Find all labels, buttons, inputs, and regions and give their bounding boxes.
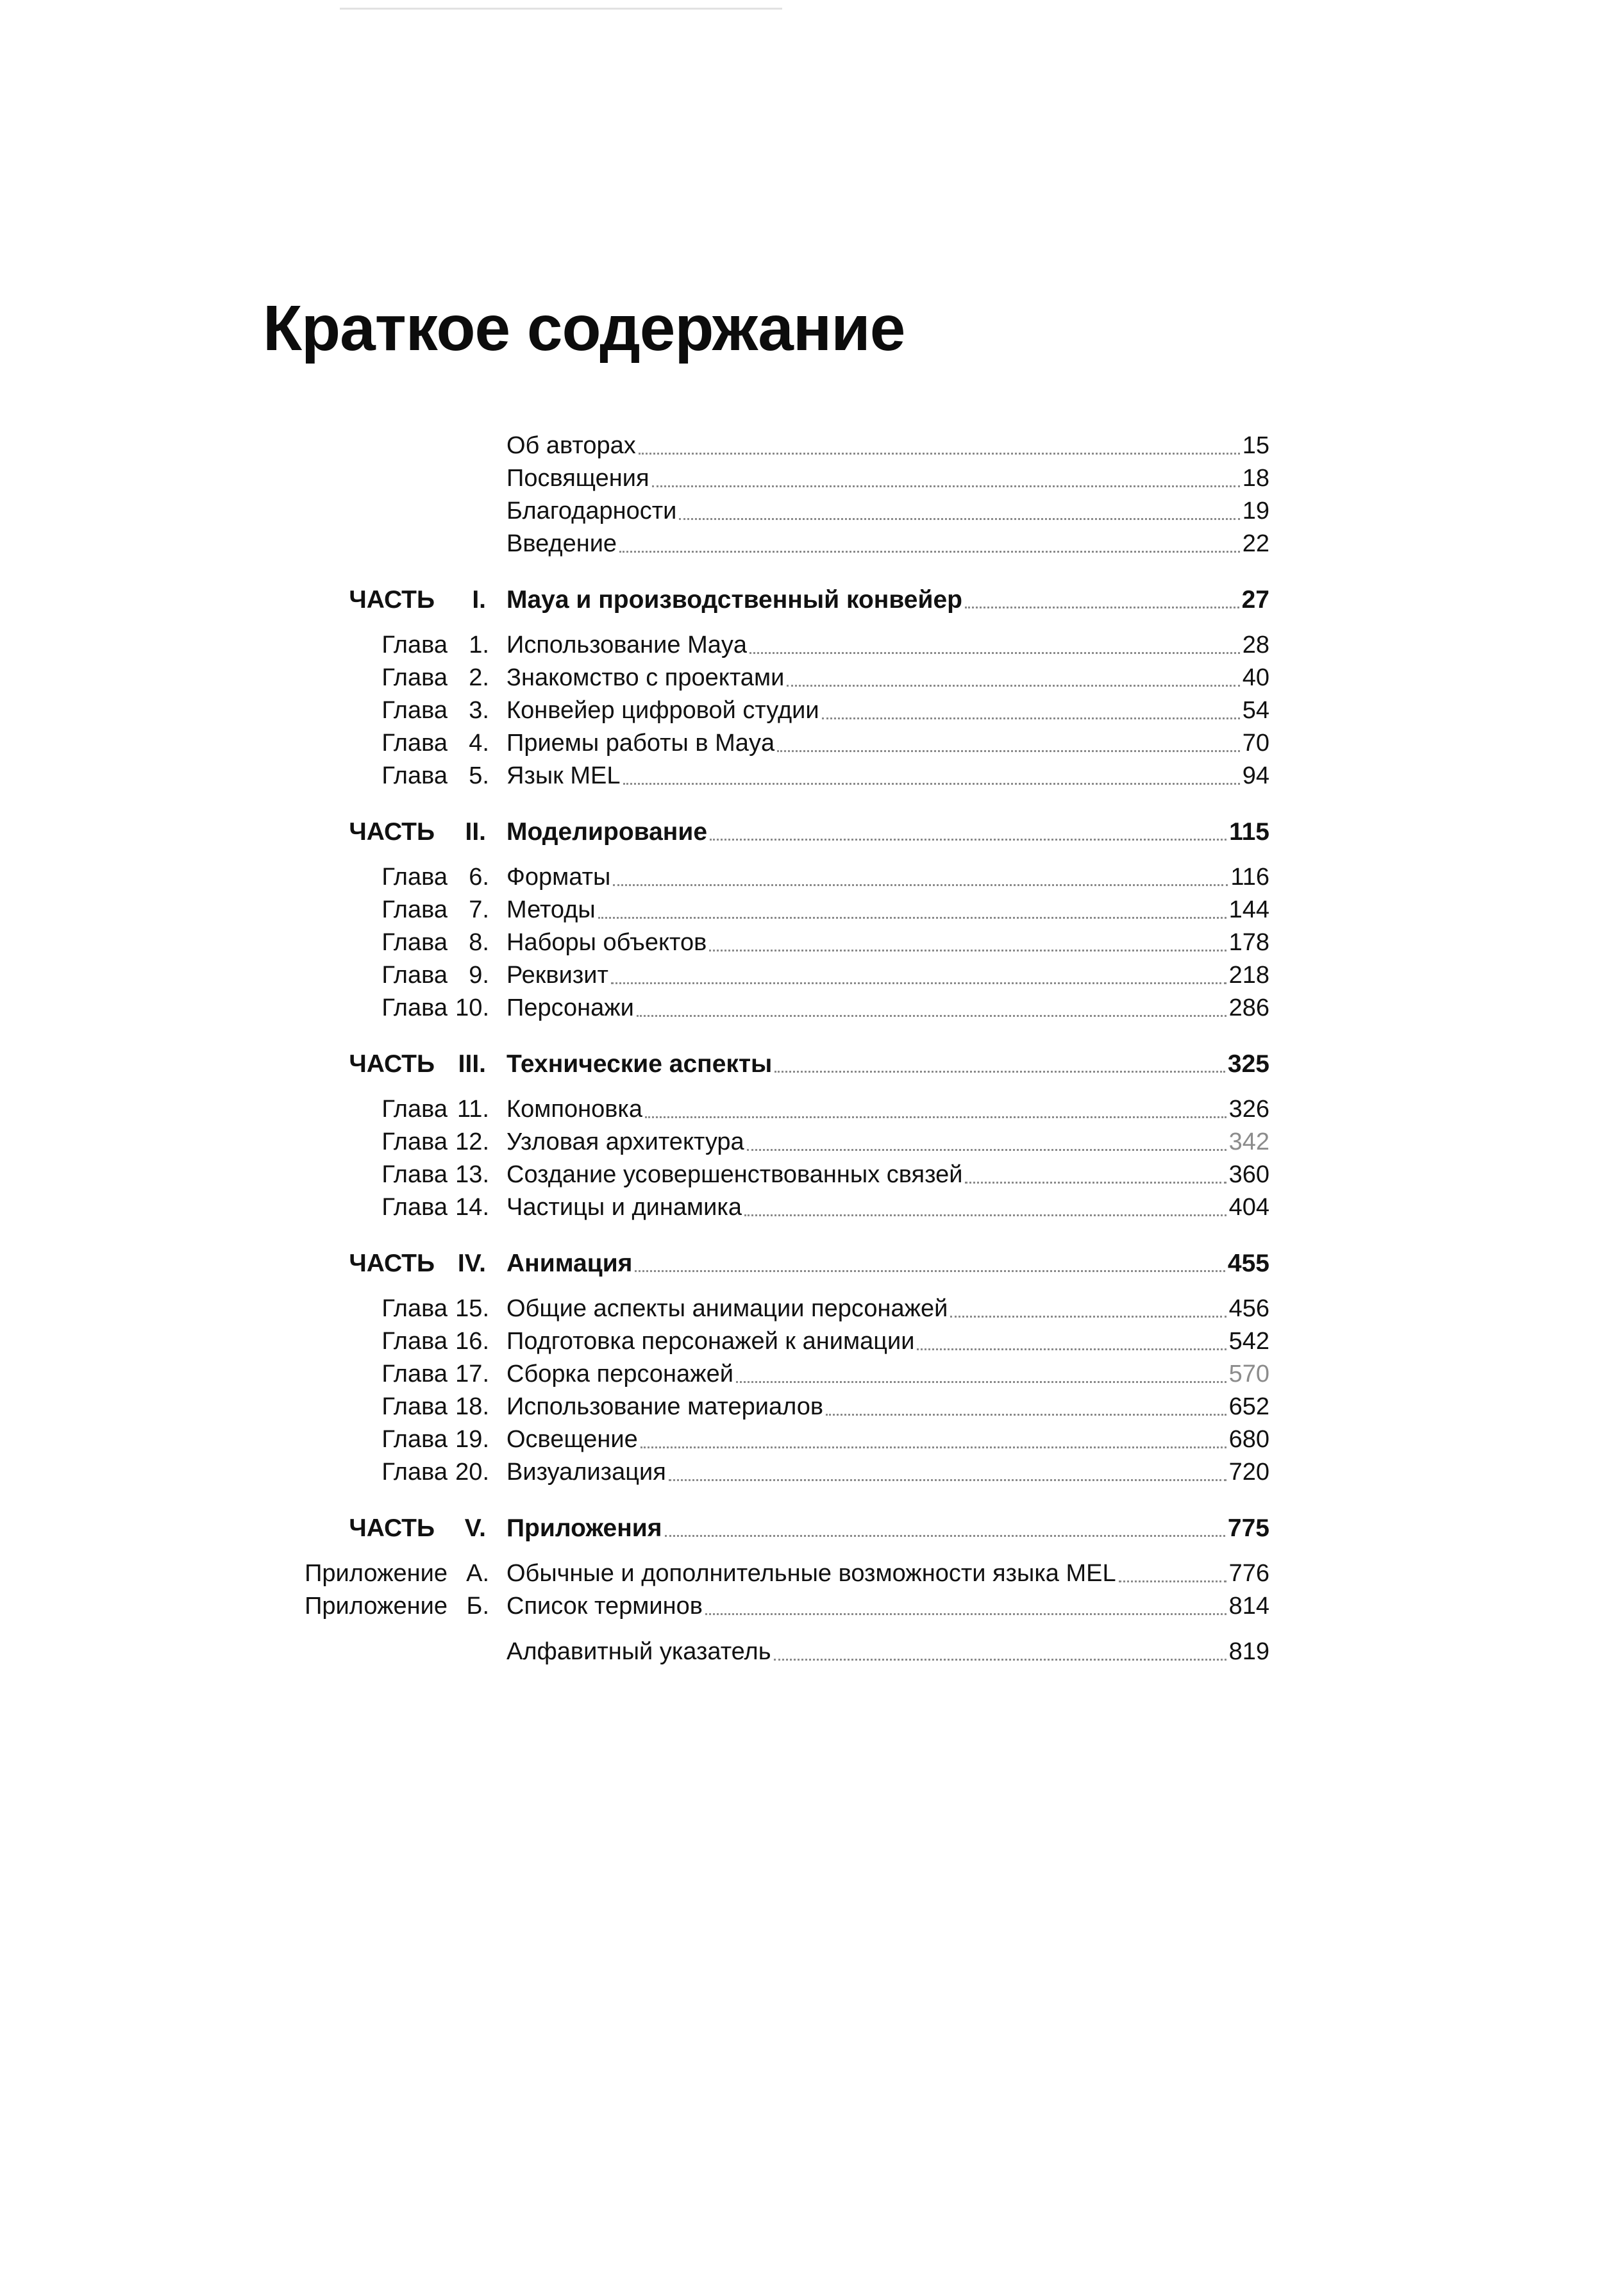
chapter-number: 1. — [469, 632, 489, 658]
dot-leader — [1119, 1580, 1226, 1582]
part-title: Maya и производственный конвейер — [506, 586, 962, 614]
toc-chapter-15[interactable] — [0, 1293, 1624, 1325]
chapter-page: 218 — [1228, 962, 1269, 989]
dot-leader — [950, 1315, 1226, 1318]
chapter-title: Знакомство с проектами — [506, 664, 785, 691]
chapter-page: 286 — [1228, 994, 1269, 1021]
chapter-title: Приемы работы в Maya — [506, 730, 775, 757]
part-label: ЧАСТЬ — [349, 586, 435, 614]
chapter-number: 9. — [469, 962, 489, 989]
chapter-number: 6. — [469, 864, 489, 891]
dot-leader — [774, 1070, 1225, 1073]
chapter-page: 720 — [1228, 1459, 1269, 1486]
toc-chapter-20[interactable] — [0, 1456, 1624, 1489]
toc-chapter-14[interactable] — [0, 1191, 1624, 1224]
chapter-page: 178 — [1228, 929, 1269, 956]
entry-title: Благодарности — [506, 498, 677, 524]
part-label: ЧАСТЬ — [349, 1050, 435, 1078]
entry-page: 18 — [1242, 465, 1269, 492]
dot-leader — [710, 838, 1226, 841]
toc-part-2[interactable] — [0, 816, 1624, 848]
chapter-number: 4. — [469, 730, 489, 757]
toc-chapter-10[interactable] — [0, 992, 1624, 1025]
chapter-page: 570 — [1228, 1361, 1269, 1387]
chapter-title: Использование Maya — [506, 632, 748, 658]
chapter-label: Глава — [381, 1393, 448, 1420]
toc-chapter-16[interactable] — [0, 1325, 1624, 1358]
chapter-label: Глава — [381, 896, 448, 923]
chapter-title: Частицы и динамика — [506, 1194, 742, 1221]
toc-chapter-2[interactable] — [0, 662, 1624, 694]
chapter-number: 10. — [455, 994, 489, 1021]
dot-leader — [665, 1534, 1225, 1537]
chapter-page: 542 — [1228, 1328, 1269, 1355]
toc-chapter-9[interactable] — [0, 959, 1624, 992]
toc-entry-index[interactable] — [0, 1636, 1624, 1668]
part-number: IV. — [457, 1250, 486, 1277]
entry-page: 15 — [1242, 432, 1269, 459]
part-page: 455 — [1227, 1250, 1269, 1277]
appendix-letter: Б. — [466, 1593, 489, 1620]
part-number: II. — [465, 818, 486, 846]
chapter-title: Реквизит — [506, 962, 608, 989]
appendix-title: Список терминов — [506, 1593, 703, 1620]
part-title: Анимация — [506, 1250, 633, 1277]
chapter-label: Глава — [381, 664, 448, 691]
toc-chapter-12[interactable] — [0, 1126, 1624, 1159]
chapter-number: 19. — [455, 1426, 489, 1453]
chapter-number: 17. — [455, 1361, 489, 1387]
toc-chapter-18[interactable] — [0, 1391, 1624, 1423]
dot-leader — [709, 949, 1226, 951]
chapter-label: Глава — [381, 697, 448, 724]
toc-entry-about-authors[interactable] — [0, 430, 1624, 462]
entry-title: Об авторах — [506, 432, 636, 459]
part-page: 775 — [1227, 1514, 1269, 1542]
dot-leader — [598, 916, 1226, 919]
dot-leader — [611, 982, 1226, 984]
chapter-label: Глава — [381, 1426, 448, 1453]
dot-leader — [635, 1270, 1225, 1272]
dot-leader — [822, 717, 1240, 719]
chapter-title: Использование материалов — [506, 1393, 824, 1420]
chapter-page: 70 — [1242, 730, 1269, 757]
toc-chapter-6[interactable] — [0, 861, 1624, 894]
dot-leader — [826, 1413, 1226, 1416]
toc-part-5[interactable] — [0, 1512, 1624, 1545]
index-title: Алфавитный указатель — [506, 1638, 771, 1665]
chapter-page: 652 — [1228, 1393, 1269, 1420]
chapter-page: 326 — [1228, 1096, 1269, 1123]
chapter-title: Узловая архитектура — [506, 1128, 744, 1155]
chapter-page: 116 — [1230, 864, 1269, 891]
toc-entry-introduction[interactable] — [0, 528, 1624, 560]
chapter-title: Конвейер цифровой студии — [506, 697, 819, 724]
part-number: V. — [464, 1514, 486, 1542]
chapter-label: Глава — [381, 632, 448, 658]
chapter-label: Глава — [381, 1328, 448, 1355]
chapter-page: 680 — [1228, 1426, 1269, 1453]
chapter-number: 3. — [469, 697, 489, 724]
chapter-number: 18. — [455, 1393, 489, 1420]
part-title: Технические аспекты — [506, 1050, 773, 1078]
chapter-title: Наборы объектов — [506, 929, 707, 956]
chapter-number: 11. — [456, 1096, 489, 1123]
chapter-title: Освещение — [506, 1426, 638, 1453]
chapter-label: Глава — [381, 864, 448, 891]
chapter-page: 54 — [1242, 697, 1269, 724]
chapter-title: Сборка персонажей — [506, 1361, 733, 1387]
dot-leader — [777, 750, 1240, 752]
dot-leader — [736, 1380, 1226, 1383]
scan-edge-line — [340, 8, 782, 10]
chapter-label: Глава — [381, 1459, 448, 1486]
chapter-label: Глава — [381, 1361, 448, 1387]
toc-chapter-4[interactable] — [0, 727, 1624, 760]
dot-leader — [965, 606, 1239, 608]
part-title: Приложения — [506, 1514, 662, 1542]
dot-leader — [640, 1446, 1226, 1448]
chapter-label: Глава — [381, 1128, 448, 1155]
chapter-label: Глава — [381, 1096, 448, 1123]
toc-chapter-13[interactable] — [0, 1159, 1624, 1191]
dot-leader — [774, 1658, 1226, 1661]
dot-leader — [744, 1214, 1226, 1216]
chapter-page: 144 — [1228, 896, 1269, 923]
appendix-page: 814 — [1228, 1593, 1269, 1620]
dot-leader — [749, 651, 1240, 654]
toc-appendix-b[interactable] — [0, 1590, 1624, 1623]
dot-leader — [623, 782, 1240, 785]
chapter-label: Глава — [381, 1194, 448, 1221]
chapter-page: 28 — [1242, 632, 1269, 658]
part-label: ЧАСТЬ — [349, 818, 435, 846]
toc-part-4[interactable] — [0, 1247, 1624, 1280]
table-of-contents — [0, 430, 1624, 1668]
chapter-number: 16. — [455, 1328, 489, 1355]
chapter-label: Глава — [381, 730, 448, 757]
dot-leader — [917, 1348, 1226, 1350]
chapter-number: 13. — [455, 1161, 489, 1188]
chapter-title: Язык MEL — [506, 762, 621, 789]
toc-part-1[interactable] — [0, 583, 1624, 616]
part-page: 27 — [1241, 586, 1269, 614]
dot-leader — [613, 884, 1228, 886]
chapter-title: Общие аспекты анимации персонажей — [506, 1295, 948, 1322]
part-title: Моделирование — [506, 818, 708, 846]
part-number: I. — [472, 586, 486, 614]
chapter-label: Глава — [381, 929, 448, 956]
part-page: 115 — [1229, 818, 1269, 846]
dot-leader — [965, 1181, 1226, 1184]
dot-leader — [645, 1116, 1226, 1118]
appendix-label: Приложение — [305, 1560, 448, 1587]
dot-leader — [787, 684, 1239, 687]
dot-leader — [619, 550, 1240, 553]
chapter-title: Подготовка персонажей к анимации — [506, 1328, 915, 1355]
toc-chapter-3[interactable] — [0, 694, 1624, 727]
chapter-label: Глава — [381, 762, 448, 789]
chapter-page: 404 — [1228, 1194, 1269, 1221]
dot-leader — [679, 517, 1239, 520]
appendix-page: 776 — [1228, 1560, 1269, 1587]
toc-chapter-1[interactable] — [0, 629, 1624, 662]
toc-entry-acknowledgements[interactable] — [0, 495, 1624, 528]
toc-chapter-5[interactable] — [0, 760, 1624, 792]
chapter-number: 12. — [455, 1128, 489, 1155]
appendix-label: Приложение — [305, 1593, 448, 1620]
chapter-number: 5. — [469, 762, 489, 789]
toc-part-3[interactable] — [0, 1048, 1624, 1080]
toc-entry-dedications[interactable] — [0, 462, 1624, 495]
entry-page: 19 — [1242, 498, 1269, 524]
entry-page: 22 — [1242, 530, 1269, 557]
chapter-label: Глава — [381, 962, 448, 989]
dot-leader — [637, 1014, 1226, 1017]
chapter-title: Форматы — [506, 864, 611, 891]
dot-leader — [705, 1613, 1226, 1615]
dot-leader — [652, 485, 1240, 487]
dot-leader — [639, 452, 1240, 455]
chapter-label: Глава — [381, 1161, 448, 1188]
entry-title: Введение — [506, 530, 617, 557]
chapter-page: 40 — [1242, 664, 1269, 691]
index-page: 819 — [1228, 1638, 1269, 1665]
chapter-title: Методы — [506, 896, 596, 923]
chapter-page: 342 — [1228, 1128, 1269, 1155]
part-label: ЧАСТЬ — [349, 1514, 435, 1542]
dot-leader — [669, 1479, 1226, 1481]
toc-chapter-19[interactable] — [0, 1423, 1624, 1456]
entry-title: Посвящения — [506, 465, 649, 492]
chapter-number: 14. — [455, 1194, 489, 1221]
chapter-label: Глава — [381, 994, 448, 1021]
chapter-number: 2. — [469, 664, 489, 691]
part-number: III. — [458, 1050, 486, 1078]
chapter-title: Персонажи — [506, 994, 634, 1021]
part-page: 325 — [1227, 1050, 1269, 1078]
toc-chapter-7[interactable] — [0, 894, 1624, 926]
chapter-number: 8. — [469, 929, 489, 956]
toc-chapter-11[interactable] — [0, 1093, 1624, 1126]
chapter-title: Визуализация — [506, 1459, 666, 1486]
dot-leader — [747, 1148, 1226, 1151]
chapter-number: 20. — [455, 1459, 489, 1486]
chapter-page: 360 — [1228, 1161, 1269, 1188]
part-label: ЧАСТЬ — [349, 1250, 435, 1277]
chapter-page: 456 — [1228, 1295, 1269, 1322]
appendix-title: Обычные и дополнительные возможности языка MEL — [506, 1560, 1116, 1587]
chapter-title: Создание усовершенствованных связей — [506, 1161, 963, 1188]
toc-chapter-8[interactable] — [0, 926, 1624, 959]
chapter-number: 15. — [455, 1295, 489, 1322]
page-title: Краткое содержание — [263, 292, 905, 364]
appendix-letter: А. — [466, 1560, 489, 1587]
chapter-page: 94 — [1242, 762, 1269, 789]
chapter-title: Компоновка — [506, 1096, 643, 1123]
toc-appendix-a[interactable] — [0, 1557, 1624, 1590]
toc-chapter-17[interactable] — [0, 1358, 1624, 1391]
chapter-label: Глава — [381, 1295, 448, 1322]
chapter-number: 7. — [469, 896, 489, 923]
